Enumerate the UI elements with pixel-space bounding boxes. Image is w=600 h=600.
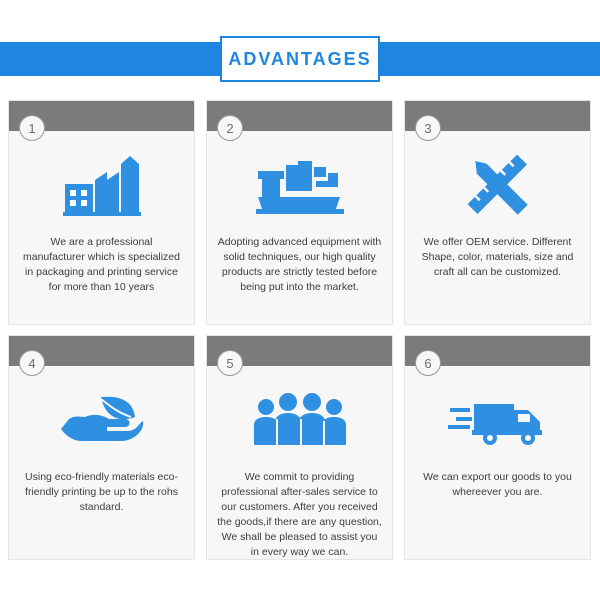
card-description-text: We can export our goods to you whereever you are. bbox=[423, 471, 572, 498]
advantages-grid bbox=[8, 100, 592, 560]
card-description bbox=[9, 235, 194, 324]
card-description bbox=[405, 470, 590, 559]
card-description bbox=[207, 470, 392, 560]
machine-icon bbox=[207, 135, 392, 235]
card-description-text: We commit to providing professional after-sales service to our customers. After you received the goods,if there are any question, We shall be pleased to assist you in every way we can. bbox=[217, 471, 382, 558]
page-title: ADVANTAGES bbox=[228, 48, 372, 69]
card-number: 4 bbox=[19, 350, 45, 376]
page-title-box bbox=[220, 36, 380, 82]
card-description bbox=[405, 235, 590, 324]
advantage-card bbox=[8, 335, 195, 560]
advantage-card bbox=[404, 100, 591, 325]
advantage-card bbox=[404, 335, 591, 560]
card-number: 1 bbox=[19, 115, 45, 141]
card-number: 2 bbox=[217, 115, 243, 141]
card-number: 6 bbox=[415, 350, 441, 376]
factory-icon bbox=[9, 135, 194, 235]
ruler-pencil-icon bbox=[405, 135, 590, 235]
card-description bbox=[207, 235, 392, 324]
eco-hand-leaf-icon bbox=[9, 370, 194, 470]
people-group-icon bbox=[207, 370, 392, 470]
card-description bbox=[9, 470, 194, 559]
advantage-card bbox=[8, 100, 195, 325]
card-description-text: Using eco-friendly materials eco-friendly printing be up to the rohs standard. bbox=[25, 471, 178, 513]
card-number: 5 bbox=[217, 350, 243, 376]
card-description-text: Adopting advanced equipment with solid techniques, our high quality products are strictly tested before being put into the market. bbox=[217, 236, 382, 293]
card-description-text: We offer OEM service. Different Shape, color, materials, size and craft all can be customized. bbox=[421, 236, 574, 278]
advantage-card bbox=[206, 335, 393, 560]
card-description-text: We are a professional manufacturer which is specialized in packaging and printing service for more than 10 years bbox=[23, 236, 180, 293]
advantage-card bbox=[206, 100, 393, 325]
card-number: 3 bbox=[415, 115, 441, 141]
delivery-truck-icon bbox=[405, 370, 590, 470]
